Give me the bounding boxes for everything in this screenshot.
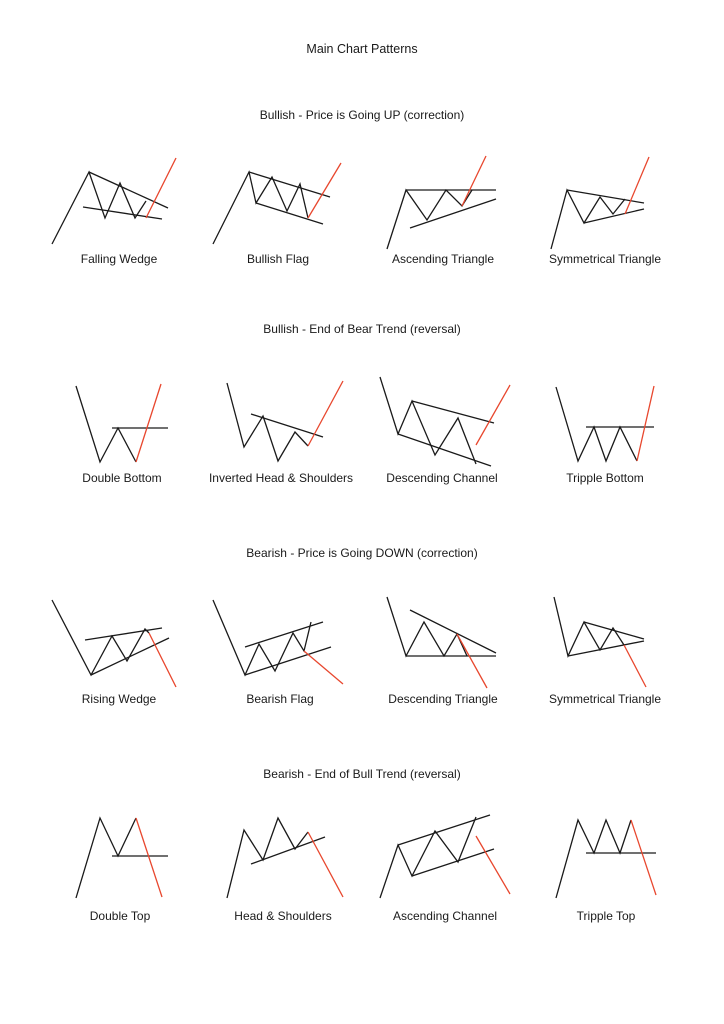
- descending-triangle-diagram: [387, 597, 496, 688]
- symmetrical-triangle-bearish-diagram: [554, 597, 646, 687]
- label-tripple-top: Tripple Top: [576, 909, 636, 923]
- tripple-top-diagram: [556, 820, 656, 898]
- bearish-flag-diagram: [213, 600, 343, 684]
- label-symmetrical-triangle-bearish: Symmetrical Triangle: [548, 692, 662, 706]
- label-head-shoulders: Head & Shoulders: [234, 909, 332, 923]
- label-descending-triangle: Descending Triangle: [388, 692, 498, 706]
- bullish-flag-diagram: [213, 163, 341, 244]
- label-ascending-channel: Ascending Channel: [392, 909, 498, 923]
- main-title: Main Chart Patterns: [306, 42, 418, 56]
- section-title-bullish-reversal: Bullish - End of Bear Trend (reversal): [263, 322, 461, 336]
- descending-channel-diagram: [380, 377, 510, 466]
- label-symmetrical-triangle-bullish: Symmetrical Triangle: [548, 252, 662, 266]
- double-top-diagram: [76, 818, 168, 898]
- label-inverted-head-shoulders: Inverted Head & Shoulders: [208, 471, 354, 485]
- inverted-head-shoulders-diagram: [227, 381, 343, 461]
- label-bullish-flag: Bullish Flag: [246, 252, 310, 266]
- ascending-channel-diagram: [380, 815, 510, 898]
- label-ascending-triangle: Ascending Triangle: [391, 252, 495, 266]
- rising-wedge-diagram: [52, 600, 176, 687]
- ascending-triangle-diagram: [387, 156, 496, 249]
- section-title-bearish-reversal: Bearish - End of Bull Trend (reversal): [263, 767, 461, 781]
- tripple-bottom-diagram: [556, 386, 654, 461]
- label-tripple-bottom: Tripple Bottom: [566, 471, 644, 485]
- label-descending-channel: Descending Channel: [386, 471, 498, 485]
- head-shoulders-diagram: [227, 818, 343, 898]
- section-title-bullish-correction: Bullish - Price is Going UP (correction): [259, 108, 465, 122]
- falling-wedge-diagram: [52, 158, 176, 244]
- symmetrical-triangle-bullish-diagram: [551, 157, 649, 249]
- label-double-top: Double Top: [89, 909, 151, 923]
- label-double-bottom: Double Bottom: [82, 471, 162, 485]
- section-title-bearish-correction: Bearish - Price is Going DOWN (correction): [246, 546, 478, 560]
- label-falling-wedge: Falling Wedge: [80, 252, 158, 266]
- label-bearish-flag: Bearish Flag: [246, 692, 314, 706]
- label-rising-wedge: Rising Wedge: [81, 692, 157, 706]
- double-bottom-diagram: [76, 384, 168, 462]
